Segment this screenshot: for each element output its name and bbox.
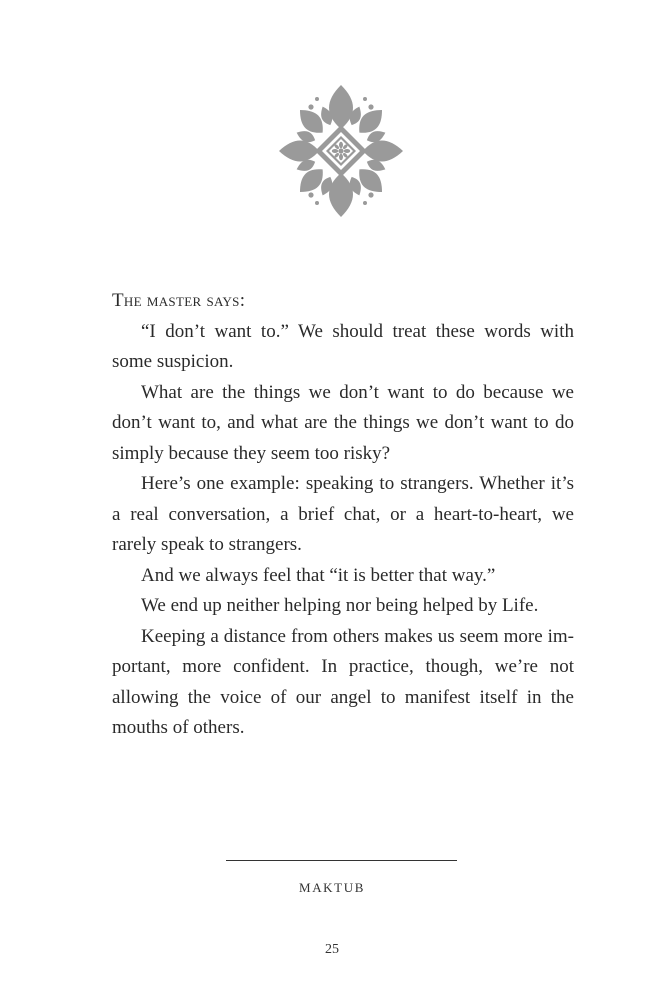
paragraph: Keeping a distance from others makes us seem more important, more confident. In practice, though, we’re not allowing the voice of our angel to manifest itself in the mouths of others. [112, 625, 574, 738]
page-number: 25 [325, 942, 339, 957]
paragraph: What are the things we don’t want to do because we don’t want to, and what are the things we don’t want to do simply because they seem too risky? [112, 381, 574, 464]
running-title: MAKTUB [299, 880, 365, 895]
body-text [112, 286, 574, 744]
paragraph: And we always feel that “it is better that way.” [141, 564, 496, 586]
paragraph: “I don’t want to.” We should treat these words with some suspicion. [112, 320, 574, 372]
lotus-ornament-icon [278, 82, 404, 220]
footer-rule [226, 860, 457, 861]
lead-paragraph [112, 286, 574, 317]
paragraph: We end up neither helping nor being helped by Life. [141, 595, 539, 616]
lead-label: The master says: [112, 290, 246, 311]
paragraph: Here’s one example: speaking to strangers. Whether it’s a real conversation, a brief chat, or a heart-to-heart, we rarely speak to strangers. [112, 473, 574, 555]
